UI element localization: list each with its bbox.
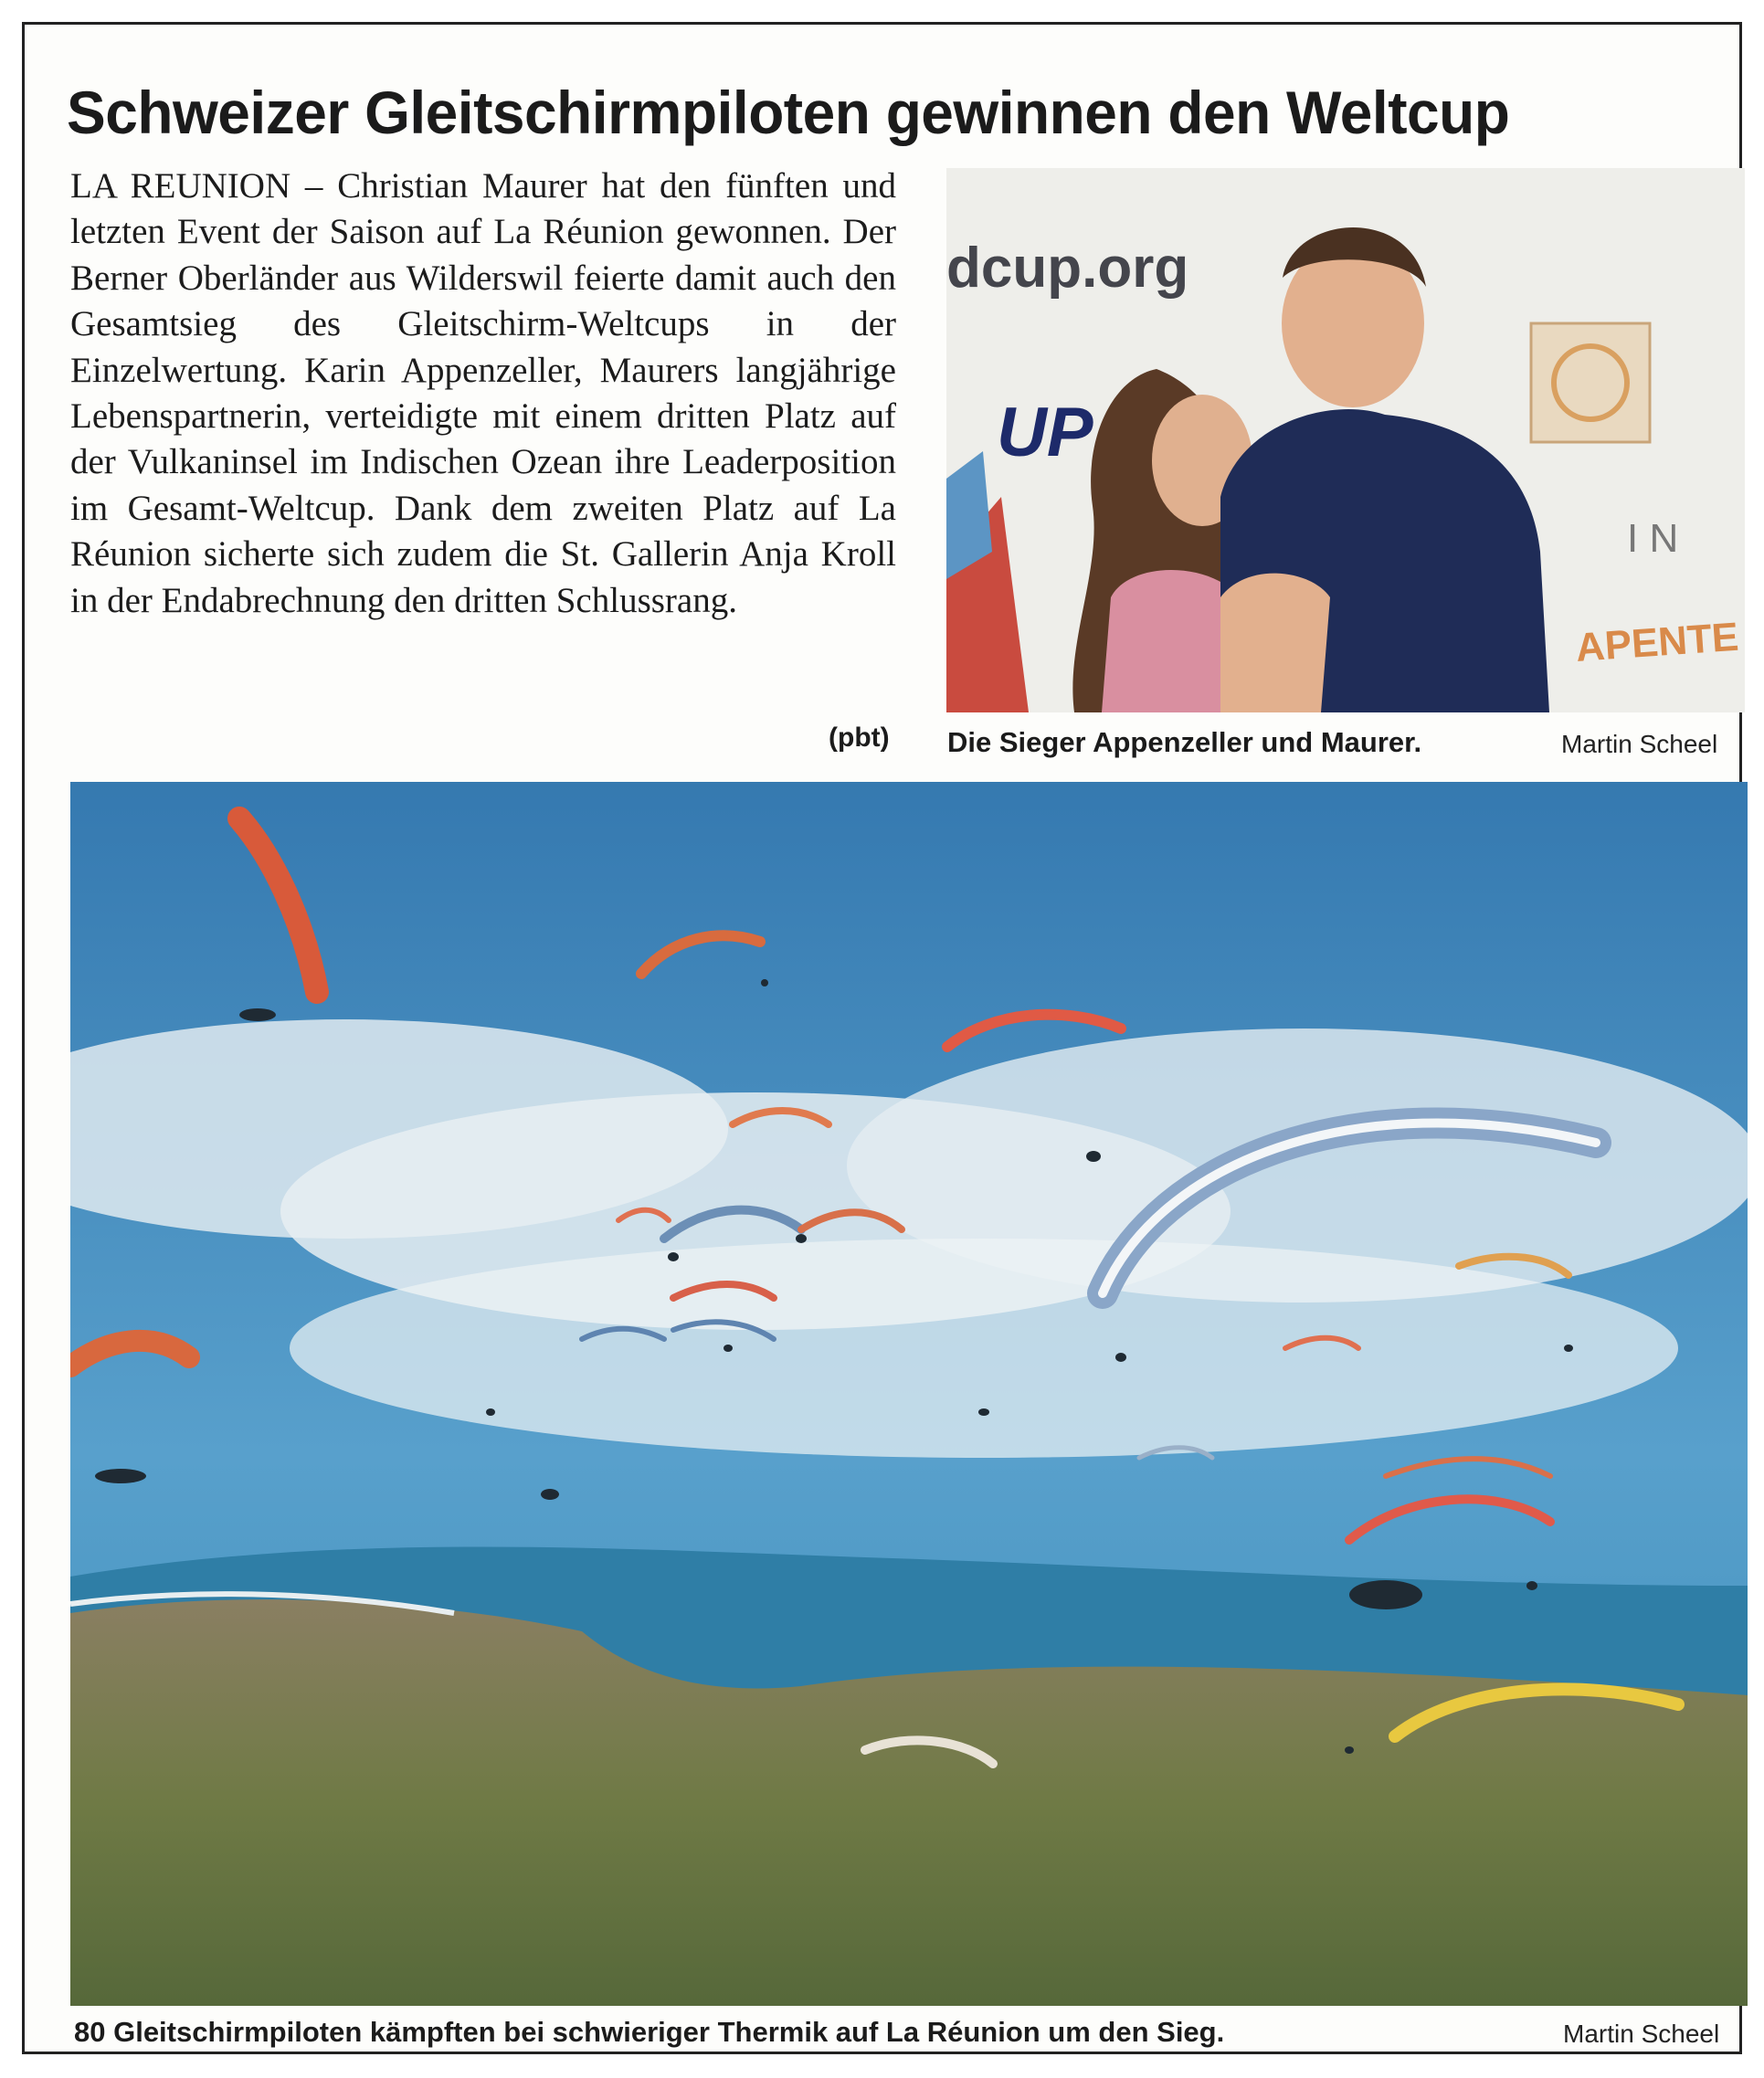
paragliders-photo-illustration [70,782,1748,2006]
winners-photo-caption: Die Sieger Appenzeller und Maurer. [947,726,1422,758]
article-frame [22,22,1742,2054]
author-tag: (pbt) [829,723,890,753]
paragliders-photo-caption: 80 Gleitschirmpiloten kämpften bei schwieriger Thermik auf La Réunion um den Sieg. [74,2016,1225,2048]
winners-photo-illustration [946,168,1745,712]
paragliders-photo-credit: Martin Scheel [1563,2020,1720,2048]
article-body [70,163,896,624]
winners-photo [946,168,1745,712]
headline: Schweizer Gleitschirmpiloten gewinnen den Weltcup [67,79,1510,146]
backdrop-orange-text: APENTE [1574,614,1740,670]
backdrop-letters: I N [1627,516,1679,561]
paragliders-photo [70,782,1748,2006]
article-body-text: LA REUNION – Christian Maurer hat den fünften und letzten Event der Saison auf La Réunion gewonnen. Der Berner Oberländer aus Wilderswil feierte damit auch den Gesamtsieg des Gleitschirm-Weltcups in der Einzelwertung. Karin Appenzeller, Maurers langjährige Lebenspartnerin, verteidigte mit einem dritten Platz auf der Vulkaninsel im Indischen Ozean ihre Leaderposition im Gesamt-Weltcup. Dank dem zweiten Platz auf La Réunion sicherte sich zudem die St. Gallerin Anja Kroll in der Endabrechnung den dritten Schlussrang. [70,166,896,620]
winners-photo-credit: Martin Scheel [1561,730,1718,758]
backdrop-logo-text: UP [997,394,1093,471]
backdrop-url-text: dcup.org [946,237,1189,300]
